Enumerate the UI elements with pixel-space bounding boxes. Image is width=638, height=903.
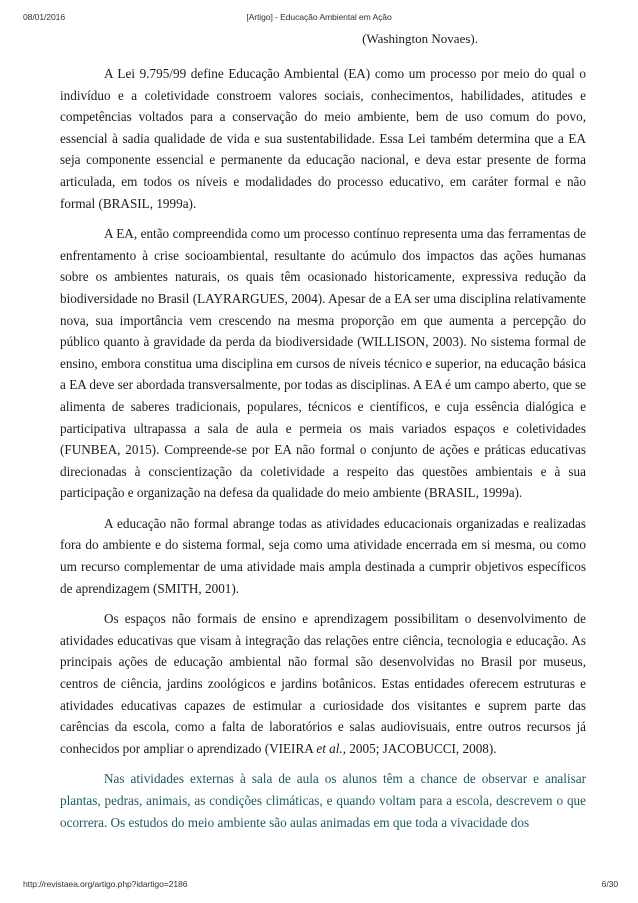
print-footer [0,879,638,891]
paragraph-4-tail: 2005; JACOBUCCI, 2008). [346,740,497,756]
article-body [60,28,586,842]
paragraph-2: A EA, então compreendida como um processo contínuo representa uma das ferramentas de enfrentamento à crise socioambiental, resultante do acúmulo dos impactos das ações humanas sobre os ambientes naturais, os quais têm ocasionado historicamente, expressiva redução da biodiversidade no Brasil (LAYRARGUES, 2004). Apesar de a EA ser uma disciplina relativamente nova, sua importância vem crescendo na mesma proporção em que aumenta a percepção do público quanto à gravidade da perda da biodiversidade (WILLISON, 2003). No sistema formal de ensino, embora constitua uma disciplina em cursos de níveis técnico e superior, na educação básica a EA deve ser abordada transversalmente, por todas as disciplinas. A EA é um campo aberto, que se alimenta de saberes tradicionais, populares, técnicos e científicos, e cuja essência dialógica e participativa ultrapassa a sala de aula e permeia os mais variados espaços e coletividades (FUNBEA, 2015). Compreende-se por EA não formal o conjunto de ações e práticas educativas direcionadas à conscientização da coletividade a respeito das questões ambientais e à sua participação e organização na defesa da qualidade do meio ambiente (BRASIL, 1999a). [60,226,586,501]
paragraph-5: Nas atividades externas à sala de aula os alunos têm a chance de observar e analisar plantas, pedras, animais, as condições climáticas, e quando voltam para a escola, descrevem o que ocorrera. Os estudos do meio ambiente são aulas animadas em que toda a vivacidade dos [60,771,586,830]
print-date: 08/01/2016 [23,12,66,22]
print-title: [Artigo] - Educação Ambiental em Ação [246,12,392,22]
paragraph-4-text: Os espaços não formais de ensino e aprendizagem possibilitam o desenvolvimento de atividades educativas que visam à integração das relações entre ciência, tecnologia e educação. As principais ações de educação ambiental não formal são desenvolvidas no Brasil por museus, centros de ciência, jardins zoológicos e jardins botânicos. Estas entidades oferecem estruturas e atividades educativas capazes de estimular a curiosidade dos visitantes e suprem parte das carências da escola, como a falta de laboratórios e salas audiovisuais, entre outros recursos já conhecidos por ampliar o aprendizado (VIEIRA [60,611,586,756]
page-url[interactable]: http://revistaea.org/artigo.php?idartigo=2186 [23,879,188,889]
print-header [0,12,638,24]
paragraph-3: A educação não formal abrange todas as atividades educacionais organizadas e realizadas fora do ambiente e do sistema formal, seja como uma atividade encerrada em si mesma, ou como um recurso complementar de uma atividade mais ampla destinada a cumprir objetivos específicos de aprendizagem (SMITH, 2001). [60,515,586,596]
paragraph-4 [60,608,586,759]
paragraph-1: A Lei 9.795/99 define Educação Ambiental (EA) como um processo por meio do qual o indivíduo e a coletividade constroem valores sociais, conhecimentos, habilidades, atitudes e competências voltados para a conservação do meio ambiente, bem de uso comum do povo, essencial à sadia qualidade de vida e sua sustentabilidade. Essa Lei também determina que a EA seja componente essencial e permanente da educação nacional, e deva estar presente de forma articulada, em todos os níveis e modalidades do processo educativo, em caráter formal e não formal (BRASIL, 1999a). [60,66,586,211]
author-citation: (Washington Novaes). [362,31,478,46]
page-number: 6/30 [601,879,618,889]
paragraph-4-et-al: et al., [316,740,347,756]
